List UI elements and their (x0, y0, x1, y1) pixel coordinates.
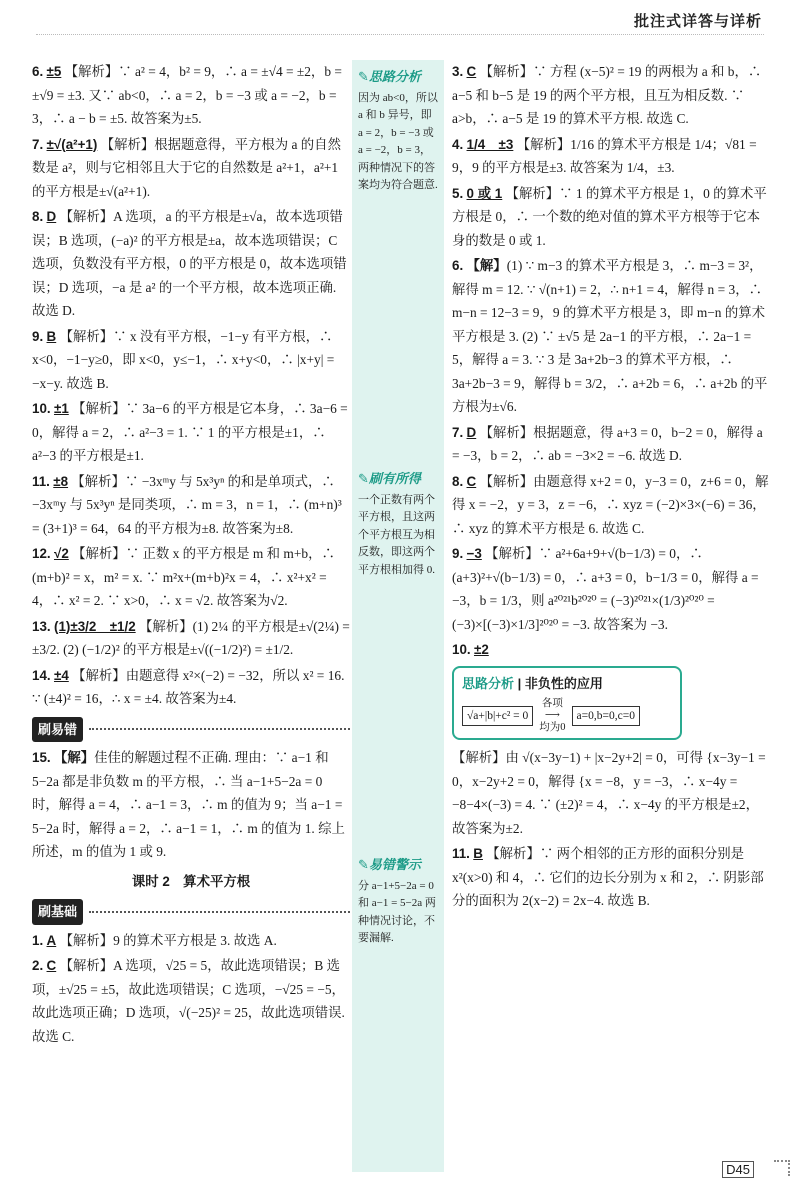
answer-7: 7. ±√(a²+1) 【解析】根据题意得，平方根为 a 的自然数是 a²，则与它相邻且大于它的自然数是 a²+1，a²+1 的平方根是±√(a²+1). (32, 136, 341, 199)
note-takeaway (352, 462, 444, 579)
answer-7-right: 7. D 【解析】根据题意，得 a+3 = 0，b−2 = 0，解得 a = −3，b = 2，∴ ab = −3×2 = −6. 故选 D. (452, 424, 763, 463)
answer-11: 11. ±8 【解析】∵ −3xᵐy 与 5x³yⁿ 的和是单项式，∴ −3xᵐy 与 5x³yⁿ 是同类项，∴ m = 3，n = 1，∴ (m+n)³ = (3+1)³ = 64，64 的平方根为±8. 故答案为±8. (32, 473, 342, 536)
answer-5: 5. 0 或 1 【解析】∵ 1 的算术平方根是 1，0 的算术平方根是 0，∴ 一个数的绝对值的算术平方根等于它本身的数是 0 或 1. (452, 185, 767, 248)
basic-answer-1: 1. A 【解析】9 的算术平方根是 3. 故选 A. (32, 932, 277, 948)
flow-box-condition: √a+|b|+c² = 0 (462, 706, 533, 726)
think-title: 非负性的应用 (524, 675, 603, 691)
note-title: ✎ 易错警示 (358, 856, 438, 874)
note-text: 一个正数有两个平方根，且这两个平方根互为相反数，即这两个平方根相加得 0. (358, 493, 435, 576)
header-divider (36, 34, 764, 35)
answer-10-right: 10. ±2 (452, 642, 489, 657)
note-title: ✎ 思路分析 (358, 68, 438, 86)
section-easy-wrong: 刷易错 (32, 717, 350, 743)
annotation-sidebar (352, 60, 444, 1172)
left-column (32, 60, 350, 1050)
section-basic: 刷基础 (32, 899, 350, 925)
answer-8-right: 8. C 【解析】由题意得 x+2 = 0，y−3 = 0，z+6 = 0，解得 x = −2，y = 3，z = −6，∴ xyz = (−2)×3×(−6) = 36，∴ xyz 的算术平方根是 6. 故选 C. (452, 473, 769, 536)
answer-12: 12. √2 【解析】∵ 正数 x 的平方根是 m 和 m+b，∴ (m+b)² = x，m² = x. ∵ m²x+(m+b)²x = 4，∴ x²+x² = 4，∴ x² = 2. ∵ x>0，∴ x = √2. 故答案为√2. (32, 546, 335, 608)
note-text: 分 a−1+5−2a = 0 和 a−1 = 5−2a 两种情况讨论，不要漏解. (358, 879, 436, 944)
answer-9: 9. B 【解析】∵ x 没有平方根，−1−y 有平方根，∴ x<0，−1−y≥0，即 x<0，y≤−1，∴ x+y<0，∴ |x+y| = −x−y. 故选 B. (32, 328, 335, 391)
think-flow (462, 698, 672, 734)
answer-14: 14. ±4 【解析】由题意得 x²×(−2) = −32，所以 x² = 16. ∵ (±4)² = 16，∴ x = ±4. 故答案为±4. (32, 667, 345, 706)
flow-box-result: a=0,b=0,c=0 (572, 706, 640, 726)
note-title: ✎ 刷有所得 (358, 470, 438, 488)
answer-13: 13. (1)±3/2 ±1/2 【解析】(1) 2¼ 的平方根是±√(2¼) = ±3/2. (2) (−1/2)² 的平方根是±√((−1/2)²) = ±1/2. (32, 618, 350, 657)
right-column (452, 60, 772, 915)
note-text: 因为 ab<0，所以 a 和 b 异号，即 a = 2，b = −3 或 a = −2，b = 3，两种情况下的答案均为符合题意. (358, 91, 438, 191)
answer-8: 8. D 【解析】A 选项，a 的平方根是±√a，故本选项错误；B 选项，(−a)² 的平方根是±a，故本选项错误；C 选项，负数没有平方根，0 的平方根是 0，故本选项错误；D 选项，−a 是 a² 的一个平方根，故本选项正确. 故选 D. (32, 209, 347, 318)
think-label: 思路分析 (462, 675, 515, 691)
answer-4: 4. 1/4 ±3 【解析】1/16 的算术平方根是 1/4；√81 = 9，9 的平方根是±3. 故答案为 1/4，±3. (452, 136, 757, 175)
answer-6-right: 6. 【解】(1) ∵ m−3 的算术平方根是 3，∴ m−3 = 3²，解得 m = 12. ∵ √(n+1) = 2，∴ n+1 = 4，解得 n = 3，∴ m−n = 12−3 = 9，9 的算术平方根是 3，即 m−n 的算术平方根是 3. (2) ∵ ±√5 是 2a−1 的平方根，∴ 2a−1 = 5，解得 a = 3. ∵ 3 是 3a+2b−3 的算术平方根，∴ 3a+2b−3 = 9，解得 b = 3/2，∴ a+2b = 6，∴ a+2b 的平方根为±√6. (452, 258, 768, 414)
answer-10: 10. ±1 【解析】∵ 3a−6 的平方根是它本身，∴ 3a−6 = 0，解得 a = 2，∴ a²−3 = 1. ∵ 1 的平方根是±1，∴ a²−3 的平方根是±1. (32, 401, 348, 463)
answer-9-right: 9. −3 【解析】∵ a²+6a+9+√(b−1/3) = 0，∴ (a+3)²+√(b−1/3) = 0，∴ a+3 = 0，b−1/3 = 0，解得 a = −3，b = 1/3，则 a²⁰²¹b²⁰²⁰ = (−3)²⁰²¹×(1/3)²⁰²⁰ = (−3)×[(−3)×1/3]²⁰²⁰ = −3. 故答案为 −3. (452, 546, 759, 632)
answer-15: 15. 【解】佳佳的解题过程不正确. 理由：∵ a−1 和 5−2a 都是非负数 m 的平方根，∴ 当 a−1+5−2a = 0 时，解得 a = 4，∴ a−1 = 3，∴ m 的值为 9；当 a−1 = 5−2a 时，解得 a = 2，∴ a−1 = 1，∴ m 的值为 1. 综上所述，m 的值为 1 或 9. (32, 750, 345, 859)
lesson-title: 课时 2 算术平方根 (131, 873, 251, 889)
answer-10-detail: 【解析】由 √(x−3y−1) + |x−2y+2| = 0，可得 {x−3y−1 = 0，x−2y+2 = 0，解得 {x = −8，y = −3，∴ x−4y = −8−4×(−3) = 4. ∵ (±2)² = 4，∴ x−4y 的平方根是±2，故答案为±2. (452, 750, 766, 836)
basic-answer-2: 2. C 【解析】A 选项，√25 = 5，故此选项错误；B 选项，±√25 = ±5，故此选项错误；C 选项，−√25 = −5，故此选项正确；D 选项，√(−25)² = 25，故此选项错误. 故选 C. (32, 958, 345, 1044)
answer-11-right: 11. B 【解析】∵ 两个相邻的正方形的面积分别是 x²(x>0) 和 4，∴ 它们的边长分别为 x 和 2，∴ 阴影部分的面积为 2(x−2) = 2x−4. 故选 B. (452, 846, 764, 908)
flow-arrow: 各项 ⟶ 均为0 (539, 698, 566, 733)
note-error-warning (352, 848, 444, 948)
page-number: D45 (722, 1161, 754, 1178)
answer-3: 3. C 【解析】∵ 方程 (x−5)² = 19 的两根为 a 和 b，∴ a−5 和 b−5 是 19 的两个平方根，且互为相反数. ∵ a>b，∴ a−5 是 19 的算术平方根. 故选 C. (452, 64, 762, 126)
note-thinking-analysis (352, 60, 444, 195)
thinking-analysis-box: 思路分析 | 非负性的应用 √a+|b|+c² = 0 各项 ⟶ 均为0 a=0,b=0,c=0 (452, 666, 682, 741)
page-header: 批注式详答与详析 (633, 13, 762, 30)
page-corner-mark (774, 1160, 790, 1176)
answer-6: 6. ±5 【解析】∵ a² = 4，b² = 9，∴ a = ±√4 = ±2，b = ±√9 = ±3. 又∵ ab<0，∴ a = 2，b = −3 或 a = −2，b = 3，∴ a − b = ±5. 故答案为±5. (32, 64, 342, 126)
